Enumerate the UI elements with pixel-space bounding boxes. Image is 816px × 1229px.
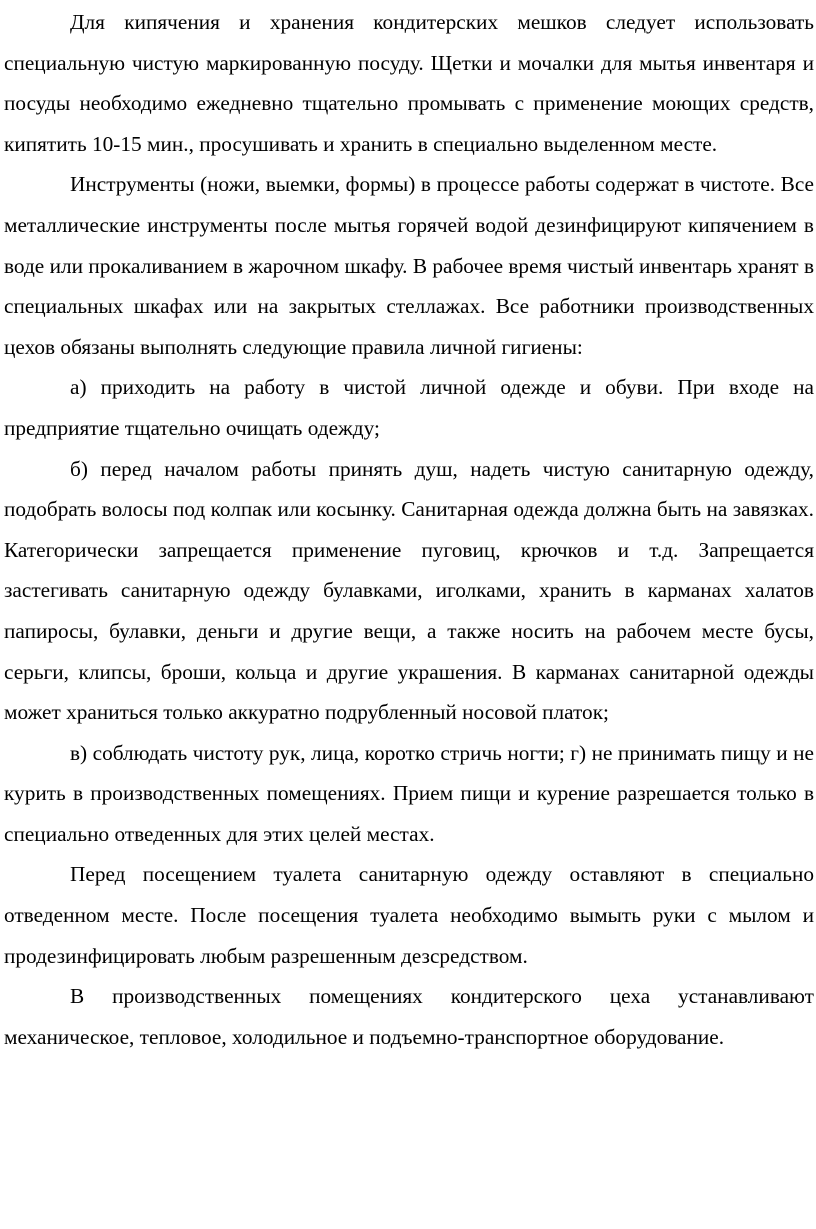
paragraph-5: в) соблюдать чистоту рук, лица, коротко стричь ногти; г) не принимать пищу и не курить в производственных помещениях. Прием пищи и курение разрешается только в специально отведенных для этих целей местах.: [4, 740, 814, 846]
paragraph-3: а) приходить на работу в чистой личной одежде и обуви. При входе на предприятие тщательно очищать одежду;: [4, 375, 814, 440]
paragraph-4: б) перед началом работы принять душ, надеть чистую санитарную одежду, подобрать волосы под колпак или косынку. Санитарная одежда должна быть на завязках. Категорически запрещается применение пуговиц, крючков и т.д. Запрещается застегивать санитарную одежду булавками, иголками, хранить в карманах халатов папиросы, булавки, деньги и другие вещи, а также носить на рабочем месте бусы, серьги, клипсы, броши, кольца и другие украшения. В карманах санитарной одежды может храниться только аккуратно подрубленный носовой платок;: [4, 456, 814, 725]
paragraph-7: В производственных помещениях кондитерского цеха устанавливают механическое, тепловое, холодильное и подъемно-транспортное оборудование.: [4, 984, 814, 1049]
paragraph-6: Перед посещением туалета санитарную одежду оставляют в специально отведенном месте. После посещения туалета необходимо вымыть руки с мылом и продезинфицировать любым разрешенным дезсредством.: [4, 862, 814, 968]
paragraph-2: Инструменты (ножи, выемки, формы) в процессе работы содержат в чистоте. Все металлические инструменты после мытья горячей водой дезинфицируют кипячением в воде или прокаливанием в жарочном шкафу. В рабочее время чистый инвентарь хранят в специальных шкафах или на закрытых стеллажах. Все работники производственных цехов обязаны выполнять следующие правила личной гигиены:: [4, 172, 814, 359]
paragraph-1: Для кипячения и хранения кондитерских мешков следует использовать специальную чистую маркированную посуду. Щетки и мочалки для мытья инвентаря и посуды необходимо ежедневно тщательно промывать с применение моющих средств, кипятить 10-15 мин., просушивать и хранить в специально выделенном месте.: [4, 10, 814, 156]
